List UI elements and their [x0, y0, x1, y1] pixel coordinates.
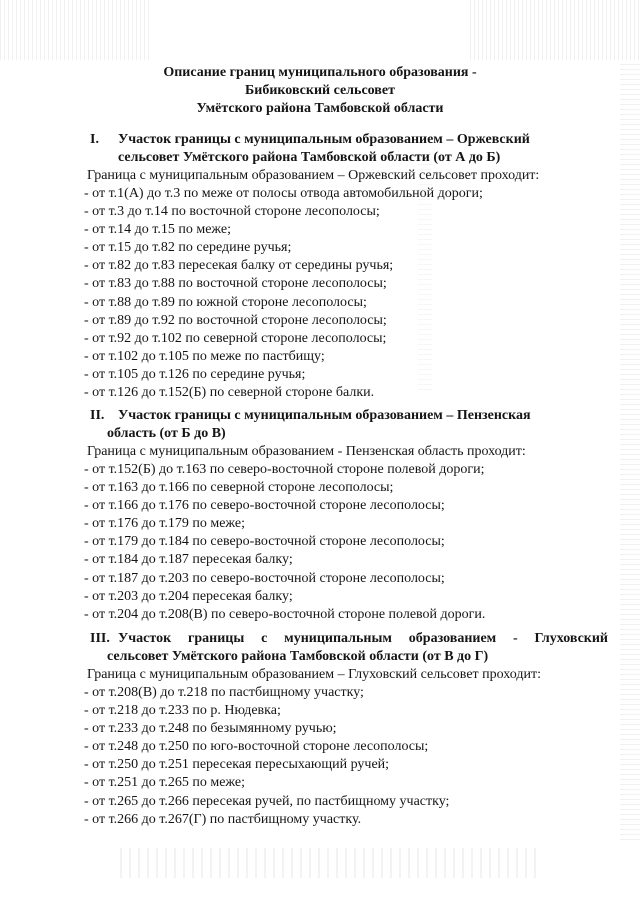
- list-item: - от т.15 до т.82 по середине ручья;: [84, 240, 292, 256]
- list-item: - от т.1(А) до т.3 по меже от полосы отвода автомобильной дороги;: [84, 186, 483, 201]
- scan-noise: [470, 0, 640, 60]
- section-1-heading-line-2: сельсовет Умётского района Тамбовской области (от А до Б): [118, 150, 501, 165]
- scan-noise: [0, 0, 150, 60]
- list-item: - от т.105 до т.126 по середине ручья;: [84, 366, 306, 382]
- section-2-heading-line-1: Участок границы с муниципальным образованием – Пензенская: [118, 408, 531, 423]
- section-3-heading-line-2: сельсовет Умётского района Тамбовской области (от В до Г): [107, 649, 489, 664]
- list-item: - от т.92 до т.102 по северной стороне лесополосы;: [84, 330, 387, 346]
- section-2-list: [84, 461, 485, 624]
- list-item: - от т.233 до т.248 по безымянному ручью;: [84, 721, 337, 737]
- title-line-2: Бибиковский сельсовет: [245, 83, 395, 98]
- list-item: - от т.166 до т.176 по северо-восточной стороне лесополосы;: [84, 498, 445, 514]
- section-1-number: I.: [90, 132, 99, 147]
- list-item: - от т.251 до т.265 по меже;: [84, 775, 246, 791]
- list-item: - от т.265 до т.266 пересекая ручей, по пастбищному участку;: [84, 793, 450, 809]
- section-3-intro: Граница с муниципальным образованием – Глуховский сельсовет проходит:: [87, 667, 541, 682]
- list-item: - от т.266 до т.267(Г) по пастбищному участку.: [84, 811, 362, 827]
- list-item: - от т.14 до т.15 по меже;: [84, 222, 232, 238]
- section-1-intro: Граница с муниципальным образованием – Оржевский сельсовет проходит:: [87, 168, 540, 183]
- list-item: - от т.126 до т.152(Б) по северной стороне балки.: [84, 385, 375, 401]
- list-item: - от т.218 до т.233 по р. Нюдевка;: [84, 703, 281, 719]
- title-line-3: Умётского района Тамбовской области: [196, 101, 444, 116]
- list-item: - от т.102 до т.105 по меже по пастбищу;: [84, 348, 325, 364]
- section-2-heading-line-2: область (от Б до В): [107, 426, 226, 441]
- title-line-1: Описание границ муниципального образования -: [163, 65, 477, 80]
- list-item: - от т.3 до т.14 по восточной стороне лесополосы;: [84, 204, 380, 220]
- list-item: - от т.250 до т.251 пересекая пересыхающий ручей;: [84, 757, 390, 773]
- section-3-list: [84, 684, 449, 829]
- list-item: - от т.204 до т.208(В) по северо-восточной стороне полевой дороги.: [84, 606, 486, 622]
- list-item: - от т.187 до т.203 по северо-восточной стороне лесополосы;: [84, 570, 445, 586]
- list-item: - от т.203 до т.204 пересекая балку;: [84, 588, 293, 604]
- section-2-intro: Граница с муниципальным образованием - Пензенская область проходит:: [87, 444, 526, 459]
- scan-noise: [120, 848, 540, 878]
- list-item: - от т.184 до т.187 пересекая балку;: [84, 552, 293, 568]
- list-item: - от т.152(Б) до т.163 по северо-восточной стороне полевой дороги;: [84, 462, 485, 477]
- list-item: - от т.83 до т.88 по восточной стороне лесополосы;: [84, 276, 387, 292]
- list-item: - от т.179 до т.184 по северо-восточной стороне лесополосы;: [84, 534, 445, 550]
- section-2-number: II.: [90, 408, 105, 423]
- section-3-heading-line-1: Участок границы с муниципальным образованием - Глуховский: [118, 631, 608, 646]
- list-item: - от т.176 до т.179 по меже;: [84, 516, 246, 532]
- list-item: - от т.163 до т.166 по северной стороне лесополосы;: [84, 480, 394, 496]
- list-item: - от т.88 до т.89 по южной стороне лесополосы;: [84, 294, 367, 310]
- scan-noise: [620, 60, 640, 840]
- section-3-number: III.: [90, 631, 110, 646]
- section-1-heading-line-1: Участок границы с муниципальным образованием – Оржевский: [118, 132, 530, 147]
- list-item: - от т.82 до т.83 пересекая балку от середины ручья;: [84, 258, 394, 274]
- list-item: - от т.248 до т.250 по юго-восточной стороне лесополосы;: [84, 739, 429, 755]
- list-item: - от т.208(В) до т.218 по пастбищному участку;: [84, 685, 364, 700]
- list-item: - от т.89 до т.92 по восточной стороне лесополосы;: [84, 312, 387, 328]
- section-1-list: [84, 185, 483, 402]
